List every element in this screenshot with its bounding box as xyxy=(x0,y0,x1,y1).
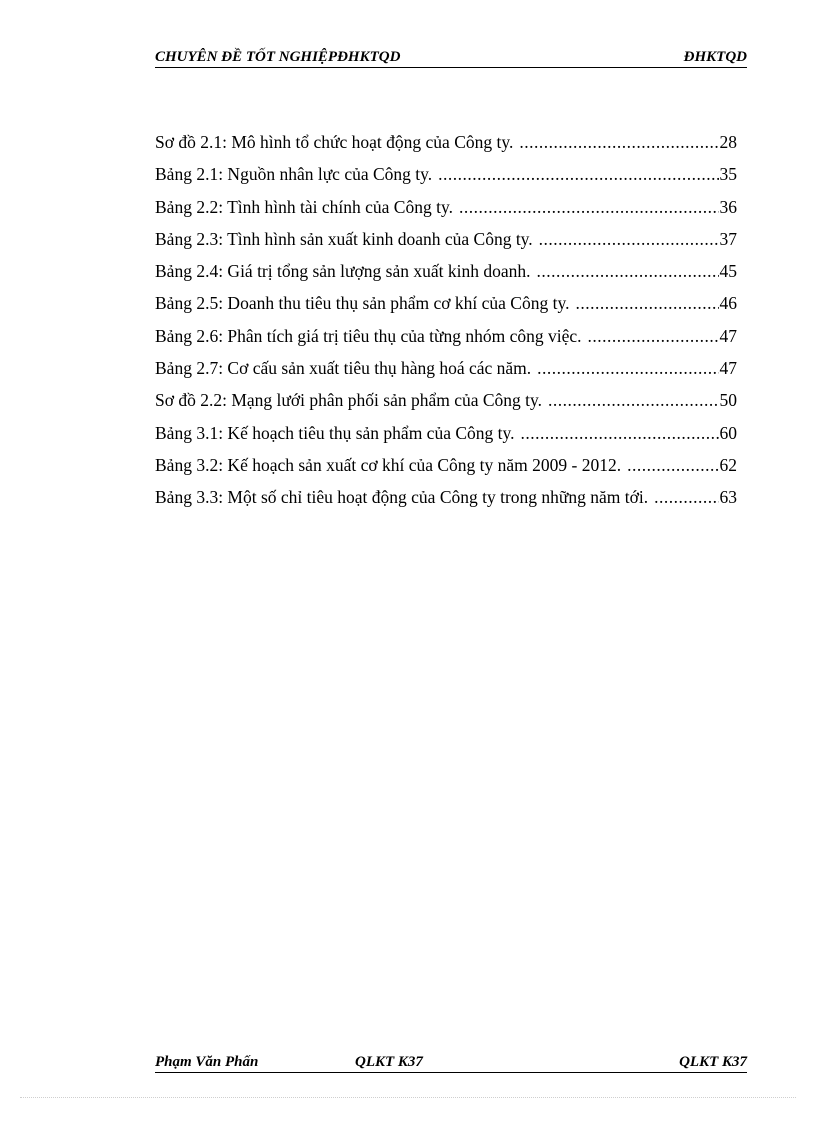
toc-entry xyxy=(155,164,737,196)
toc-entry-label: Sơ đồ 2.1: Mô hình tổ chức hoạt động của Công ty. xyxy=(155,132,514,152)
toc-dot-leader xyxy=(539,229,719,250)
page-header xyxy=(155,48,747,68)
toc-entry xyxy=(155,423,737,455)
toc-entry-page: 47 xyxy=(719,358,737,379)
toc-dot-leader xyxy=(548,390,718,411)
toc-entry xyxy=(155,229,737,261)
toc-entry xyxy=(155,358,737,390)
footer-class-center: QLKT K37 xyxy=(355,1054,423,1070)
toc-entry-page: 47 xyxy=(719,325,737,346)
toc-entry-label: Sơ đồ 2.2: Mạng lưới phân phối sản phẩm của Công ty. xyxy=(155,390,543,411)
toc-dot-leader xyxy=(575,293,718,314)
footer-author: Phạm Văn Phấn xyxy=(155,1054,259,1070)
toc-dot-leader xyxy=(654,487,718,508)
toc-entry-page: 28 xyxy=(719,132,737,152)
table-of-figures xyxy=(155,132,737,520)
toc-entry-page: 50 xyxy=(719,390,737,411)
toc-entry-page: 60 xyxy=(719,422,737,443)
toc-entry-page: 45 xyxy=(719,261,737,282)
toc-entry-label: Bảng 2.7: Cơ cấu sản xuất tiêu thụ hàng hoá các năm. xyxy=(155,358,532,379)
page-bottom-divider xyxy=(20,1097,796,1098)
toc-dot-leader xyxy=(537,261,719,282)
toc-entry-page: 63 xyxy=(719,487,737,508)
toc-entry xyxy=(155,261,737,293)
toc-entry-label: Bảng 2.2: Tình hình tài chính của Công ty. xyxy=(155,196,453,217)
toc-entry-page: 35 xyxy=(719,164,737,185)
toc-entry xyxy=(155,487,737,519)
toc-entry-page: 62 xyxy=(719,454,737,475)
header-school: ĐHKTQD xyxy=(683,49,747,65)
toc-entry-label: Bảng 3.1: Kế hoạch tiêu thụ sản phẩm của Công ty. xyxy=(155,422,515,443)
toc-entry-page: 37 xyxy=(719,228,737,249)
toc-entry xyxy=(155,293,737,325)
toc-dot-leader xyxy=(627,455,718,476)
toc-dot-leader xyxy=(459,197,719,218)
toc-entry xyxy=(155,455,737,487)
toc-entry xyxy=(155,132,737,164)
toc-dot-leader xyxy=(588,326,719,347)
toc-entry xyxy=(155,197,737,229)
toc-entry xyxy=(155,390,737,422)
toc-entry-label: Bảng 2.6: Phân tích giá trị tiêu thụ của từng nhóm công việc. xyxy=(155,325,582,346)
toc-dot-leader xyxy=(519,132,718,153)
toc-entry-label: Bảng 2.1: Nguồn nhân lực của Công ty. xyxy=(155,164,433,185)
toc-entry-label: Bảng 3.2: Kế hoạch sản xuất cơ khí của Công ty năm 2009 - 2012. xyxy=(155,454,622,475)
toc-entry-label: Bảng 2.5: Doanh thu tiêu thụ sản phẩm cơ khí của Công ty. xyxy=(155,293,570,314)
page-footer xyxy=(155,1053,747,1073)
header-title: CHUYÊN ĐỀ TỐT NGHIỆPĐHKTQD xyxy=(155,49,401,65)
toc-entry-label: Bảng 2.3: Tình hình sản xuất kinh doanh của Công ty. xyxy=(155,228,533,249)
toc-entry-page: 36 xyxy=(719,196,737,217)
toc-dot-leader xyxy=(521,423,719,444)
footer-class-right: QLKT K37 xyxy=(679,1054,747,1070)
toc-entry-label: Bảng 2.4: Giá trị tổng sản lượng sản xuất kinh doanh. xyxy=(155,261,531,282)
toc-entry-label: Bảng 3.3: Một số chỉ tiêu hoạt động của Công ty trong những năm tới. xyxy=(155,487,649,508)
toc-dot-leader xyxy=(537,358,718,379)
toc-dot-leader xyxy=(438,164,718,185)
toc-entry-page: 46 xyxy=(719,293,737,314)
toc-entry xyxy=(155,326,737,358)
